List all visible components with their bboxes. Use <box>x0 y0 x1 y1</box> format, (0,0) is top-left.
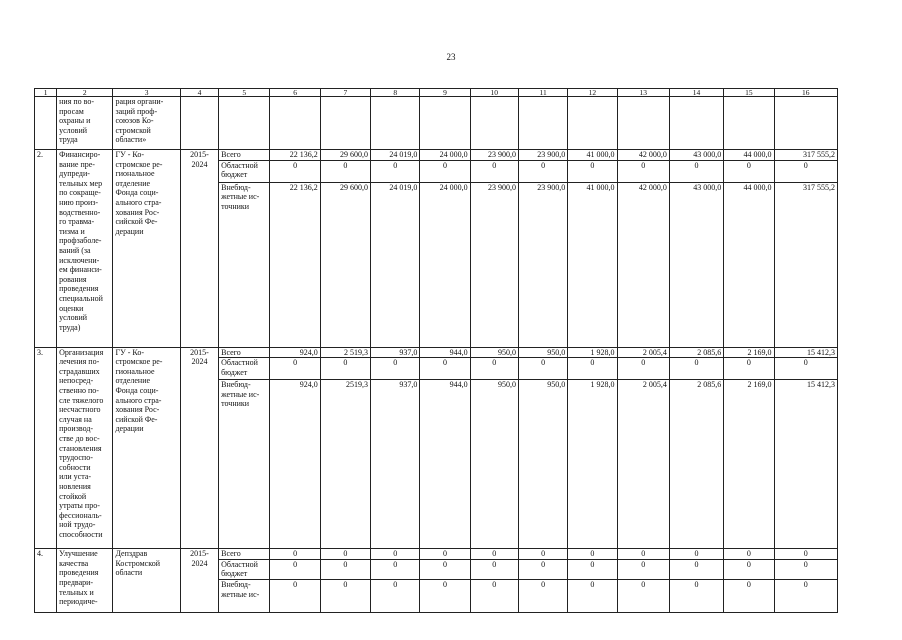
amount-cell: 950,0 <box>470 347 518 358</box>
empty-cell <box>180 97 218 150</box>
amount-cell: 0 <box>371 559 420 579</box>
amount-cell: 0 <box>320 579 370 612</box>
funding-source: Областной бюджет <box>219 160 270 182</box>
amount-cell: 24 019,0 <box>371 182 420 347</box>
amount-cell: 0 <box>724 579 774 612</box>
amount-cell: 0 <box>518 549 567 560</box>
amount-cell: 0 <box>774 549 838 560</box>
column-header: 8 <box>371 89 420 97</box>
amount-cell: 1 928,0 <box>568 380 617 549</box>
amount-cell: 0 <box>518 358 567 380</box>
amount-cell: 0 <box>518 559 567 579</box>
amount-cell: 0 <box>617 549 669 560</box>
empty-cell <box>617 97 669 150</box>
column-header: 16 <box>774 89 838 97</box>
amount-cell: 0 <box>371 358 420 380</box>
measure-executor: Депздрав Костромской области <box>113 549 180 613</box>
funding-source: Всего <box>219 150 270 161</box>
amount-cell: 2 005,4 <box>617 380 669 549</box>
amount-cell: 2 085,6 <box>669 380 723 549</box>
funding-source: Областной бюджет <box>219 358 270 380</box>
amount-cell: 0 <box>669 160 723 182</box>
measure-executor: ГУ - Ко- стромское ре- гиональное отделение Фонда соци- ального стра- хования Рос- сийской Фе- дерации <box>113 150 180 348</box>
empty-cell <box>371 97 420 150</box>
column-header: 14 <box>669 89 723 97</box>
amount-cell: 0 <box>270 358 320 380</box>
empty-cell <box>470 97 518 150</box>
budget-table <box>34 88 838 613</box>
column-header: 9 <box>420 89 470 97</box>
amount-cell: 317 555,2 <box>774 150 838 161</box>
amount-cell: 937,0 <box>371 380 420 549</box>
empty-cell <box>774 97 838 150</box>
amount-cell: 0 <box>669 549 723 560</box>
column-header: 10 <box>470 89 518 97</box>
amount-cell: 24 000,0 <box>420 150 470 161</box>
page-number: 23 <box>446 52 456 62</box>
amount-cell: 29 600,0 <box>320 182 370 347</box>
funding-source: Внебюд- жетные ис- <box>219 579 270 612</box>
amount-cell: 0 <box>568 160 617 182</box>
amount-cell: 42 000,0 <box>617 150 669 161</box>
amount-cell: 0 <box>270 579 320 612</box>
measure-row <box>35 549 838 560</box>
amount-cell: 0 <box>617 160 669 182</box>
column-header: 3 <box>113 89 180 97</box>
column-header: 6 <box>270 89 320 97</box>
amount-cell: 0 <box>724 160 774 182</box>
amount-cell: 937,0 <box>371 347 420 358</box>
amount-cell: 0 <box>518 160 567 182</box>
amount-cell: 0 <box>724 559 774 579</box>
amount-cell: 22 136,2 <box>270 150 320 161</box>
amount-cell: 0 <box>669 579 723 612</box>
empty-cell <box>219 97 270 150</box>
amount-cell: 950,0 <box>518 380 567 549</box>
amount-cell: 41 000,0 <box>568 150 617 161</box>
header-row <box>35 89 838 97</box>
measure-number: 4. <box>35 549 57 613</box>
amount-cell: 23 900,0 <box>470 182 518 347</box>
measure-number: 3. <box>35 347 57 549</box>
amount-cell: 944,0 <box>420 380 470 549</box>
empty-cell <box>270 97 320 150</box>
continuation-executor: рация органи- заций проф- союзов Ко- стромской области» <box>113 97 180 150</box>
measure-period: 2015- 2024 <box>180 347 218 549</box>
column-header: 11 <box>518 89 567 97</box>
column-header: 4 <box>180 89 218 97</box>
amount-cell: 0 <box>270 549 320 560</box>
empty-cell <box>724 97 774 150</box>
amount-cell: 2 519,3 <box>320 347 370 358</box>
amount-cell: 15 412,3 <box>774 380 838 549</box>
amount-cell: 950,0 <box>470 380 518 549</box>
amount-cell: 29 600,0 <box>320 150 370 161</box>
amount-cell: 0 <box>617 559 669 579</box>
column-header: 2 <box>57 89 113 97</box>
column-header: 15 <box>724 89 774 97</box>
amount-cell: 2 169,0 <box>724 347 774 358</box>
amount-cell: 0 <box>371 160 420 182</box>
amount-cell: 0 <box>470 559 518 579</box>
amount-cell: 0 <box>420 160 470 182</box>
amount-cell: 924,0 <box>270 380 320 549</box>
amount-cell: 0 <box>774 358 838 380</box>
column-header: 7 <box>320 89 370 97</box>
amount-cell: 950,0 <box>518 347 567 358</box>
amount-cell: 0 <box>320 160 370 182</box>
amount-cell: 23 900,0 <box>470 150 518 161</box>
measure-number: 2. <box>35 150 57 348</box>
measure-row <box>35 150 838 161</box>
amount-cell: 0 <box>470 579 518 612</box>
amount-cell: 0 <box>470 160 518 182</box>
amount-cell: 0 <box>470 358 518 380</box>
amount-cell: 0 <box>420 559 470 579</box>
column-header: 5 <box>219 89 270 97</box>
amount-cell: 0 <box>518 579 567 612</box>
amount-cell: 0 <box>320 559 370 579</box>
empty-cell <box>518 97 567 150</box>
amount-cell: 1 928,0 <box>568 347 617 358</box>
amount-cell: 23 900,0 <box>518 150 567 161</box>
amount-cell: 0 <box>270 160 320 182</box>
empty-cell <box>669 97 723 150</box>
amount-cell: 0 <box>669 559 723 579</box>
measure-name: Организация лечения по- страдавших непосред- ственно по- сле тяжелого несчастного случая на производ- стве до вос- становления трудоспо- собности или уста- новления стойкой утраты про- фессиональ- ной трудо- способности <box>57 347 113 549</box>
funding-source: Всего <box>219 549 270 560</box>
amount-cell: 0 <box>270 559 320 579</box>
amount-cell: 0 <box>724 358 774 380</box>
funding-source: Внебюд- жетные ис- точники <box>219 380 270 549</box>
amount-cell: 0 <box>724 549 774 560</box>
measure-period: 2015- 2024 <box>180 549 218 613</box>
amount-cell: 22 136,2 <box>270 182 320 347</box>
amount-cell: 0 <box>371 579 420 612</box>
column-header: 1 <box>35 89 57 97</box>
amount-cell: 944,0 <box>420 347 470 358</box>
amount-cell: 0 <box>568 579 617 612</box>
measure-row <box>35 347 838 358</box>
amount-cell: 2 005,4 <box>617 347 669 358</box>
amount-cell: 2 085,6 <box>669 347 723 358</box>
amount-cell: 317 555,2 <box>774 182 838 347</box>
measure-name: Улучшение качества проведения предвари- тельных и периодиче- <box>57 549 113 613</box>
amount-cell: 0 <box>568 559 617 579</box>
amount-cell: 43 000,0 <box>669 150 723 161</box>
empty-cell <box>568 97 617 150</box>
amount-cell: 0 <box>774 559 838 579</box>
measure-executor: ГУ - Ко- стромское ре- гиональное отделение Фонда соци- ального стра- хования Рос- сийской Фе- дерации <box>113 347 180 549</box>
measure-period: 2015- 2024 <box>180 150 218 348</box>
amount-cell: 0 <box>617 358 669 380</box>
amount-cell: 0 <box>371 549 420 560</box>
amount-cell: 41 000,0 <box>568 182 617 347</box>
amount-cell: 0 <box>568 549 617 560</box>
table-body <box>35 89 838 613</box>
amount-cell: 23 900,0 <box>518 182 567 347</box>
column-header: 13 <box>617 89 669 97</box>
amount-cell: 0 <box>320 358 370 380</box>
amount-cell: 0 <box>420 549 470 560</box>
amount-cell: 0 <box>420 579 470 612</box>
amount-cell: 15 412,3 <box>774 347 838 358</box>
funding-source: Внебюд- жетные ис- точники <box>219 182 270 347</box>
amount-cell: 2 169,0 <box>724 380 774 549</box>
amount-cell: 44 000,0 <box>724 150 774 161</box>
amount-cell: 43 000,0 <box>669 182 723 347</box>
amount-cell: 24 000,0 <box>420 182 470 347</box>
amount-cell: 0 <box>617 579 669 612</box>
amount-cell: 2519,3 <box>320 380 370 549</box>
amount-cell: 0 <box>774 160 838 182</box>
amount-cell: 0 <box>568 358 617 380</box>
continuation-measure: ния по во- просам охраны и условий труда <box>57 97 113 150</box>
amount-cell: 0 <box>669 358 723 380</box>
amount-cell: 24 019,0 <box>371 150 420 161</box>
amount-cell: 0 <box>774 579 838 612</box>
amount-cell: 0 <box>420 358 470 380</box>
amount-cell: 0 <box>470 549 518 560</box>
amount-cell: 42 000,0 <box>617 182 669 347</box>
amount-cell: 924,0 <box>270 347 320 358</box>
empty-cell <box>420 97 470 150</box>
continuation-row <box>35 97 838 150</box>
column-header: 12 <box>568 89 617 97</box>
funding-source: Областной бюджет <box>219 559 270 579</box>
continuation-num-cell <box>35 97 57 150</box>
empty-cell <box>320 97 370 150</box>
measure-name: Финансиро- вание пре- дупреди- тельных мер по сокраще- нию произ- водственно- го травма- тизма и профзаболе- ваний (за исключени- ем финанси- рования проведения специальной оценки условий труда) <box>57 150 113 348</box>
amount-cell: 0 <box>320 549 370 560</box>
amount-cell: 44 000,0 <box>724 182 774 347</box>
funding-source: Всего <box>219 347 270 358</box>
